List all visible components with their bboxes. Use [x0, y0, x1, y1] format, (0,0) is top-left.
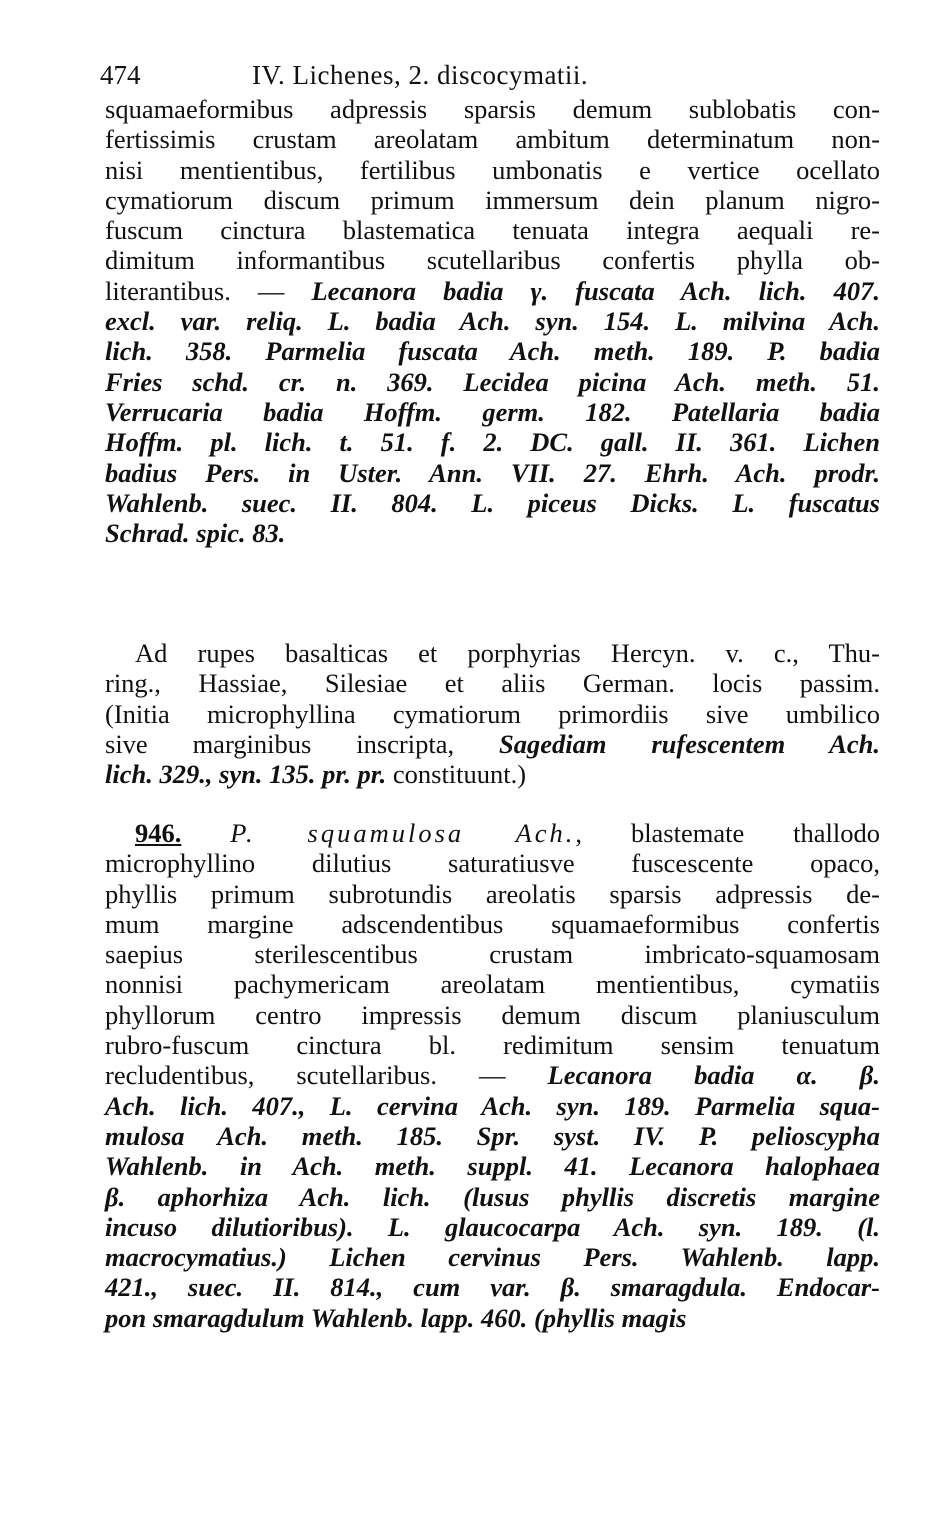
emphasized-text-segment: lich. 329., syn. 135. pr. pr. — [105, 759, 393, 790]
text-segment: (Initia microphyllina cymatiorum primordiis sive umbilico — [105, 698, 880, 729]
emphasized-text-segment: badius Pers. in Uster. Ann. VII. 27. Ehrh. Ach. prodr. — [105, 457, 880, 488]
emphasized-text-segment: pon smaragdulum Wahlenb. lapp. 460. (phyllis magis — [105, 1302, 687, 1333]
text-segment: fuscum cinctura blastematica tenuata integra aequali re- — [105, 215, 880, 246]
text-line — [105, 818, 880, 848]
text-segment: nonnisi pachymericam areolatam mentientibus, cymatiis — [105, 969, 880, 1000]
text-line — [105, 397, 880, 427]
text-segment: Ad rupes basalticas et porphyrias Hercyn. v. c., Thu- — [135, 638, 880, 668]
text-line — [105, 1000, 880, 1030]
text-line — [105, 638, 880, 668]
text-line — [105, 1303, 880, 1333]
text-segment: phyllorum centro impressis demum discum planiusculum — [105, 999, 880, 1030]
text-segment: fertissimis crustam areolatam ambitum determinatum non- — [105, 124, 880, 155]
text-line — [105, 1121, 880, 1151]
text-segment — [181, 818, 230, 848]
text-segment: microphyllino dilutius saturatiusve fuscescente opaco, — [105, 848, 880, 879]
text-line — [105, 518, 880, 548]
text-segment: dimitum informantibus scutellaribus confertis phylla ob- — [105, 245, 880, 276]
emphasized-text-segment: lich. 358. Parmelia fuscata Ach. meth. 189. P. badia — [105, 336, 880, 367]
text-line — [105, 1030, 880, 1060]
emphasized-text-segment: Ach. lich. 407., L. cervina Ach. syn. 189. Parmelia squa- — [105, 1090, 880, 1121]
text-segment: cymatiorum discum primum immersum dein planum nigro- — [105, 184, 880, 215]
text-line — [105, 1242, 880, 1272]
paragraph-species-946 — [105, 818, 880, 1333]
text-line — [105, 969, 880, 999]
page-number: 474 — [100, 60, 141, 90]
text-line — [105, 336, 880, 366]
emphasized-text-segment: Wahlenb. suec. II. 804. L. piceus Dicks. L. fuscatus — [105, 487, 880, 518]
emphasized-text-segment: incuso dilutioribus). L. glaucocarpa Ach. syn. 189. (l. — [105, 1211, 880, 1242]
page-header — [100, 60, 880, 90]
text-line — [105, 699, 880, 729]
running-title: IV. Lichenes, 2. discocymatii. — [252, 60, 589, 90]
text-line — [105, 276, 880, 306]
text-line — [105, 1182, 880, 1212]
text-segment: , blastemate thallodo — [575, 818, 880, 848]
text-line — [105, 488, 880, 518]
text-line — [105, 668, 880, 698]
text-line — [105, 124, 880, 154]
emphasized-text-segment: excl. var. reliq. L. badia Ach. syn. 154. L. milvina Ach. — [105, 306, 880, 337]
emphasized-text-segment: Wahlenb. in Ach. meth. suppl. 41. Lecanora halophaea — [105, 1151, 880, 1182]
text-segment: squamaeformibus adpressis sparsis demum sublobatis con- — [105, 94, 880, 124]
text-line — [105, 367, 880, 397]
text-line — [105, 909, 880, 939]
text-line — [105, 306, 880, 336]
emphasized-text-segment: Fries schd. cr. n. 369. Lecidea picina Ach. meth. 51. — [105, 366, 880, 397]
text-line — [105, 939, 880, 969]
text-segment: rubro-fuscum cinctura bl. redimitum sensim tenuatum — [105, 1030, 880, 1061]
text-segment: ring., Hassiae, Silesiae et aliis German. locis passim. — [105, 668, 880, 699]
text-line — [105, 155, 880, 185]
text-line — [105, 458, 880, 488]
text-line — [105, 1212, 880, 1242]
text-segment: recludentibus, scutellaribus. — — [105, 1060, 548, 1091]
text-line — [105, 245, 880, 275]
text-segment: phyllis primum subrotundis areolatis sparsis adpressis de- — [105, 878, 880, 909]
text-line — [105, 1151, 880, 1181]
paragraph-continued-description — [105, 94, 880, 548]
text-line — [105, 759, 880, 789]
text-line — [105, 848, 880, 878]
text-line — [105, 1060, 880, 1090]
emphasized-text-segment: mulosa Ach. meth. 185. Spr. syst. IV. P. pelioscypha — [105, 1120, 880, 1151]
text-segment: nisi mentientibus, fertilibus umbonatis e vertice ocellato — [105, 154, 880, 185]
emphasized-text-segment: Schrad. spic. 83. — [105, 518, 286, 549]
text-line — [105, 729, 880, 759]
text-line — [105, 215, 880, 245]
emphasized-text-segment: Hoffm. pl. lich. t. 51. f. 2. DC. gall. II. 361. Lichen — [105, 427, 880, 458]
emphasized-text-segment: macrocymatius.) Lichen cervinus Pers. Wahlenb. lapp. — [105, 1242, 880, 1273]
paragraph-habitat — [105, 638, 880, 789]
emphasized-text-segment: 421., suec. II. 814., cum var. β. smaragdula. Endocar- — [105, 1272, 880, 1303]
text-segment: mum margine adscendentibus squamaeformibus confertis — [105, 908, 880, 939]
text-line — [105, 427, 880, 457]
emphasized-text-segment: Lecanora badia γ. fuscata Ach. lich. 407. — [311, 275, 880, 306]
text-segment: constituunt.) — [392, 759, 527, 790]
emphasized-text-segment: Sagediam rufescentem Ach. — [498, 728, 880, 759]
text-line — [105, 1091, 880, 1121]
emphasized-text-segment: P. squamulosa Ach. — [230, 818, 576, 848]
text-segment: sive marginibus inscripta, — [105, 728, 499, 759]
text-line — [105, 1272, 880, 1302]
text-line — [105, 185, 880, 215]
text-line — [105, 94, 880, 124]
text-line — [105, 879, 880, 909]
text-segment: literantibus. — — [105, 275, 312, 306]
emphasized-text-segment: Verrucaria badia Hoffm. germ. 182. Patellaria badia — [105, 396, 880, 427]
emphasized-text-segment: 946. — [135, 818, 182, 848]
emphasized-text-segment: β. aphorhiza Ach. lich. (lusus phyllis discretis margine — [105, 1181, 880, 1212]
emphasized-text-segment: Lecanora badia α. β. — [547, 1060, 880, 1091]
text-segment: saepius sterilescentibus crustam imbricato-squamosam — [105, 939, 880, 970]
